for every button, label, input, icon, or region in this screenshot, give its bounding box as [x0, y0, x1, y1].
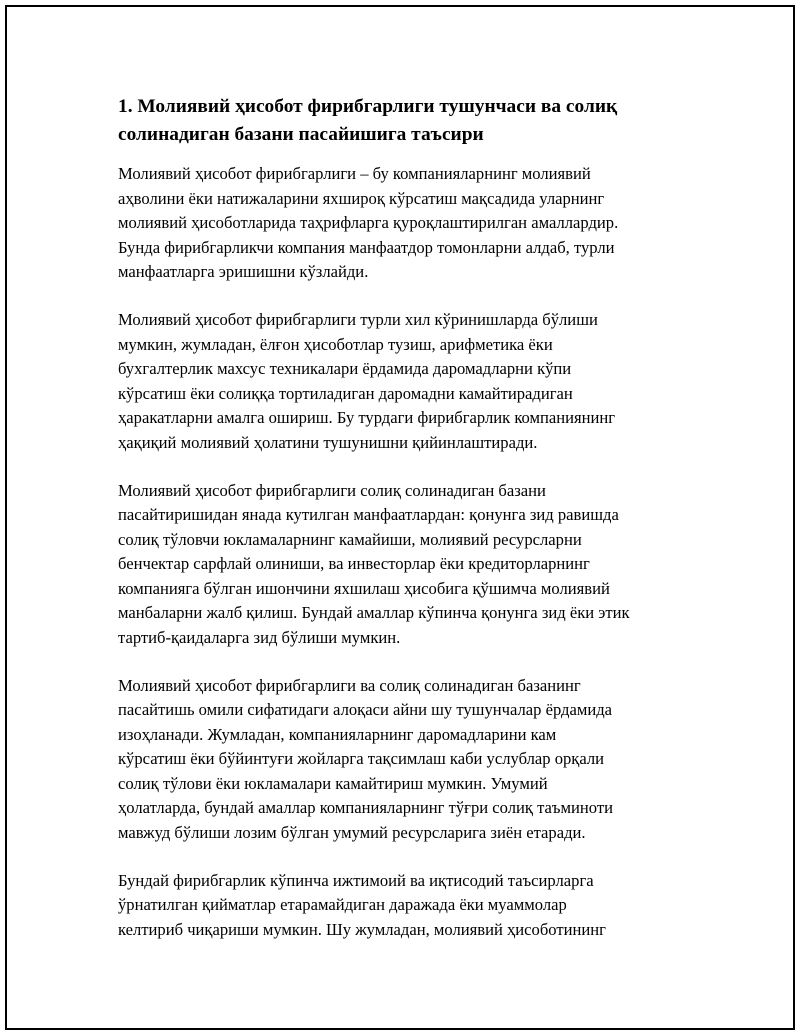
paragraph-line: келтириб чиқариши мумкин. Шу жумладан, молиявий ҳисоботининг: [118, 919, 606, 939]
paragraph-line: солиқ тўлови ёки юкламалари камайтириш мумкин. Умумий: [118, 773, 548, 793]
paragraph-4: [118, 674, 678, 846]
section-heading: [118, 93, 678, 149]
paragraph-line: ҳаракатларни амалга ошириш. Бу турдаги фирибгарлик компаниянинг: [118, 408, 616, 427]
paragraph-line: ҳолатларда, бундай амаллар компанияларнинг тўғри солиқ таъминоти: [118, 798, 613, 817]
paragraph-line: бухгалтерлик махсус техникалари ёрдамида даромадларни кўпи: [118, 359, 572, 378]
paragraph-1: [118, 162, 678, 285]
paragraph-line: бенчектар сарфлай олиниши, ва инвесторлар ёки кредиторларнинг: [118, 554, 590, 573]
paragraph-line: ўрнатилган қийматлар етарамайдиган даражада ёки муаммолар: [118, 895, 567, 914]
paragraph-line: мавжуд бўлиши лозим бўлган умумий ресурсларига зиён етаради.: [118, 822, 586, 842]
paragraph-line: Молиявий ҳисобот фирибгарлиги солиқ солинадиган базани: [118, 480, 546, 500]
heading-line: солинадиган базани пасайишига таъсири: [118, 124, 484, 145]
paragraph-line: тартиб-қаидаларга зид бўлиши мумкин.: [118, 627, 401, 647]
paragraph-line: ҳақиқий молиявий ҳолатини тушунишни қийинлаштиради.: [118, 432, 538, 452]
paragraph-3: [118, 479, 678, 651]
paragraph-line: Молиявий ҳисобот фирибгарлиги турли хил кўринишларда бўлиши: [118, 310, 598, 329]
heading-line: 1. Молиявий ҳисобот фирибгарлиги тушунчаси ва солиқ: [118, 96, 618, 117]
paragraph-line: Молиявий ҳисобот фирибгарлиги – бу компанияларнинг молиявий: [118, 164, 591, 183]
paragraph-line: солиқ тўловчи юкламаларнинг камайиши, молиявий ресурсларни: [118, 529, 582, 549]
paragraph-line: кўрсатиш ёки солиққа тортиладиган даромадни камайтирадиган: [118, 383, 573, 403]
paragraph-line: Бундай фирибгарлик кўпинча ижтимоий ва иқтисодий таъсирларга: [118, 870, 594, 890]
paragraph-line: кўрсатиш ёки бўйинтуғи жойларга тақсимлаш каби услублар орқали: [118, 749, 605, 768]
paragraph-5: [118, 869, 678, 943]
paragraph-line: аҳволини ёки натижаларини яхшироқ кўрсатиш мақсадида уларнинг: [118, 188, 605, 208]
paragraph-line: Молиявий ҳисобот фирибгарлиги ва солиқ солинадиган базанинг: [118, 675, 581, 695]
paragraph-line: Бунда фирибгарликчи компания манфаатдор томонларни алдаб, турли: [118, 237, 615, 257]
paragraph-line: изоҳланади. Жумладан, компанияларнинг даромадларини кам: [118, 724, 557, 744]
paragraph-line: компанияга бўлган ишончини яхшилаш ҳисобига қўшимча молиявий: [118, 578, 610, 598]
paragraph-line: молиявий ҳисоботларида таҳрифларга қуроқлаштирилган амаллардир.: [118, 213, 619, 232]
paragraph-line: манбаларни жалб қилиш. Бундай амаллар кўпинча қонунга зид ёки этик: [118, 603, 630, 622]
document-body: [118, 93, 678, 966]
paragraph-line: пасайтишь омили сифатидаги алоқаси айни шу тушунчалар ёрдамида: [118, 700, 613, 719]
paragraph-line: пасайтиришидан янада кутилган манфаатлардан: қонунга зид равишда: [118, 505, 619, 524]
paragraph-line: мумкин, жумладан, ёлғон ҳисоботлар тузиш, арифметика ёки: [118, 334, 553, 354]
paragraph-2: [118, 308, 678, 455]
paragraph-line: манфаатларга эришишни кўзлайди.: [118, 262, 369, 281]
